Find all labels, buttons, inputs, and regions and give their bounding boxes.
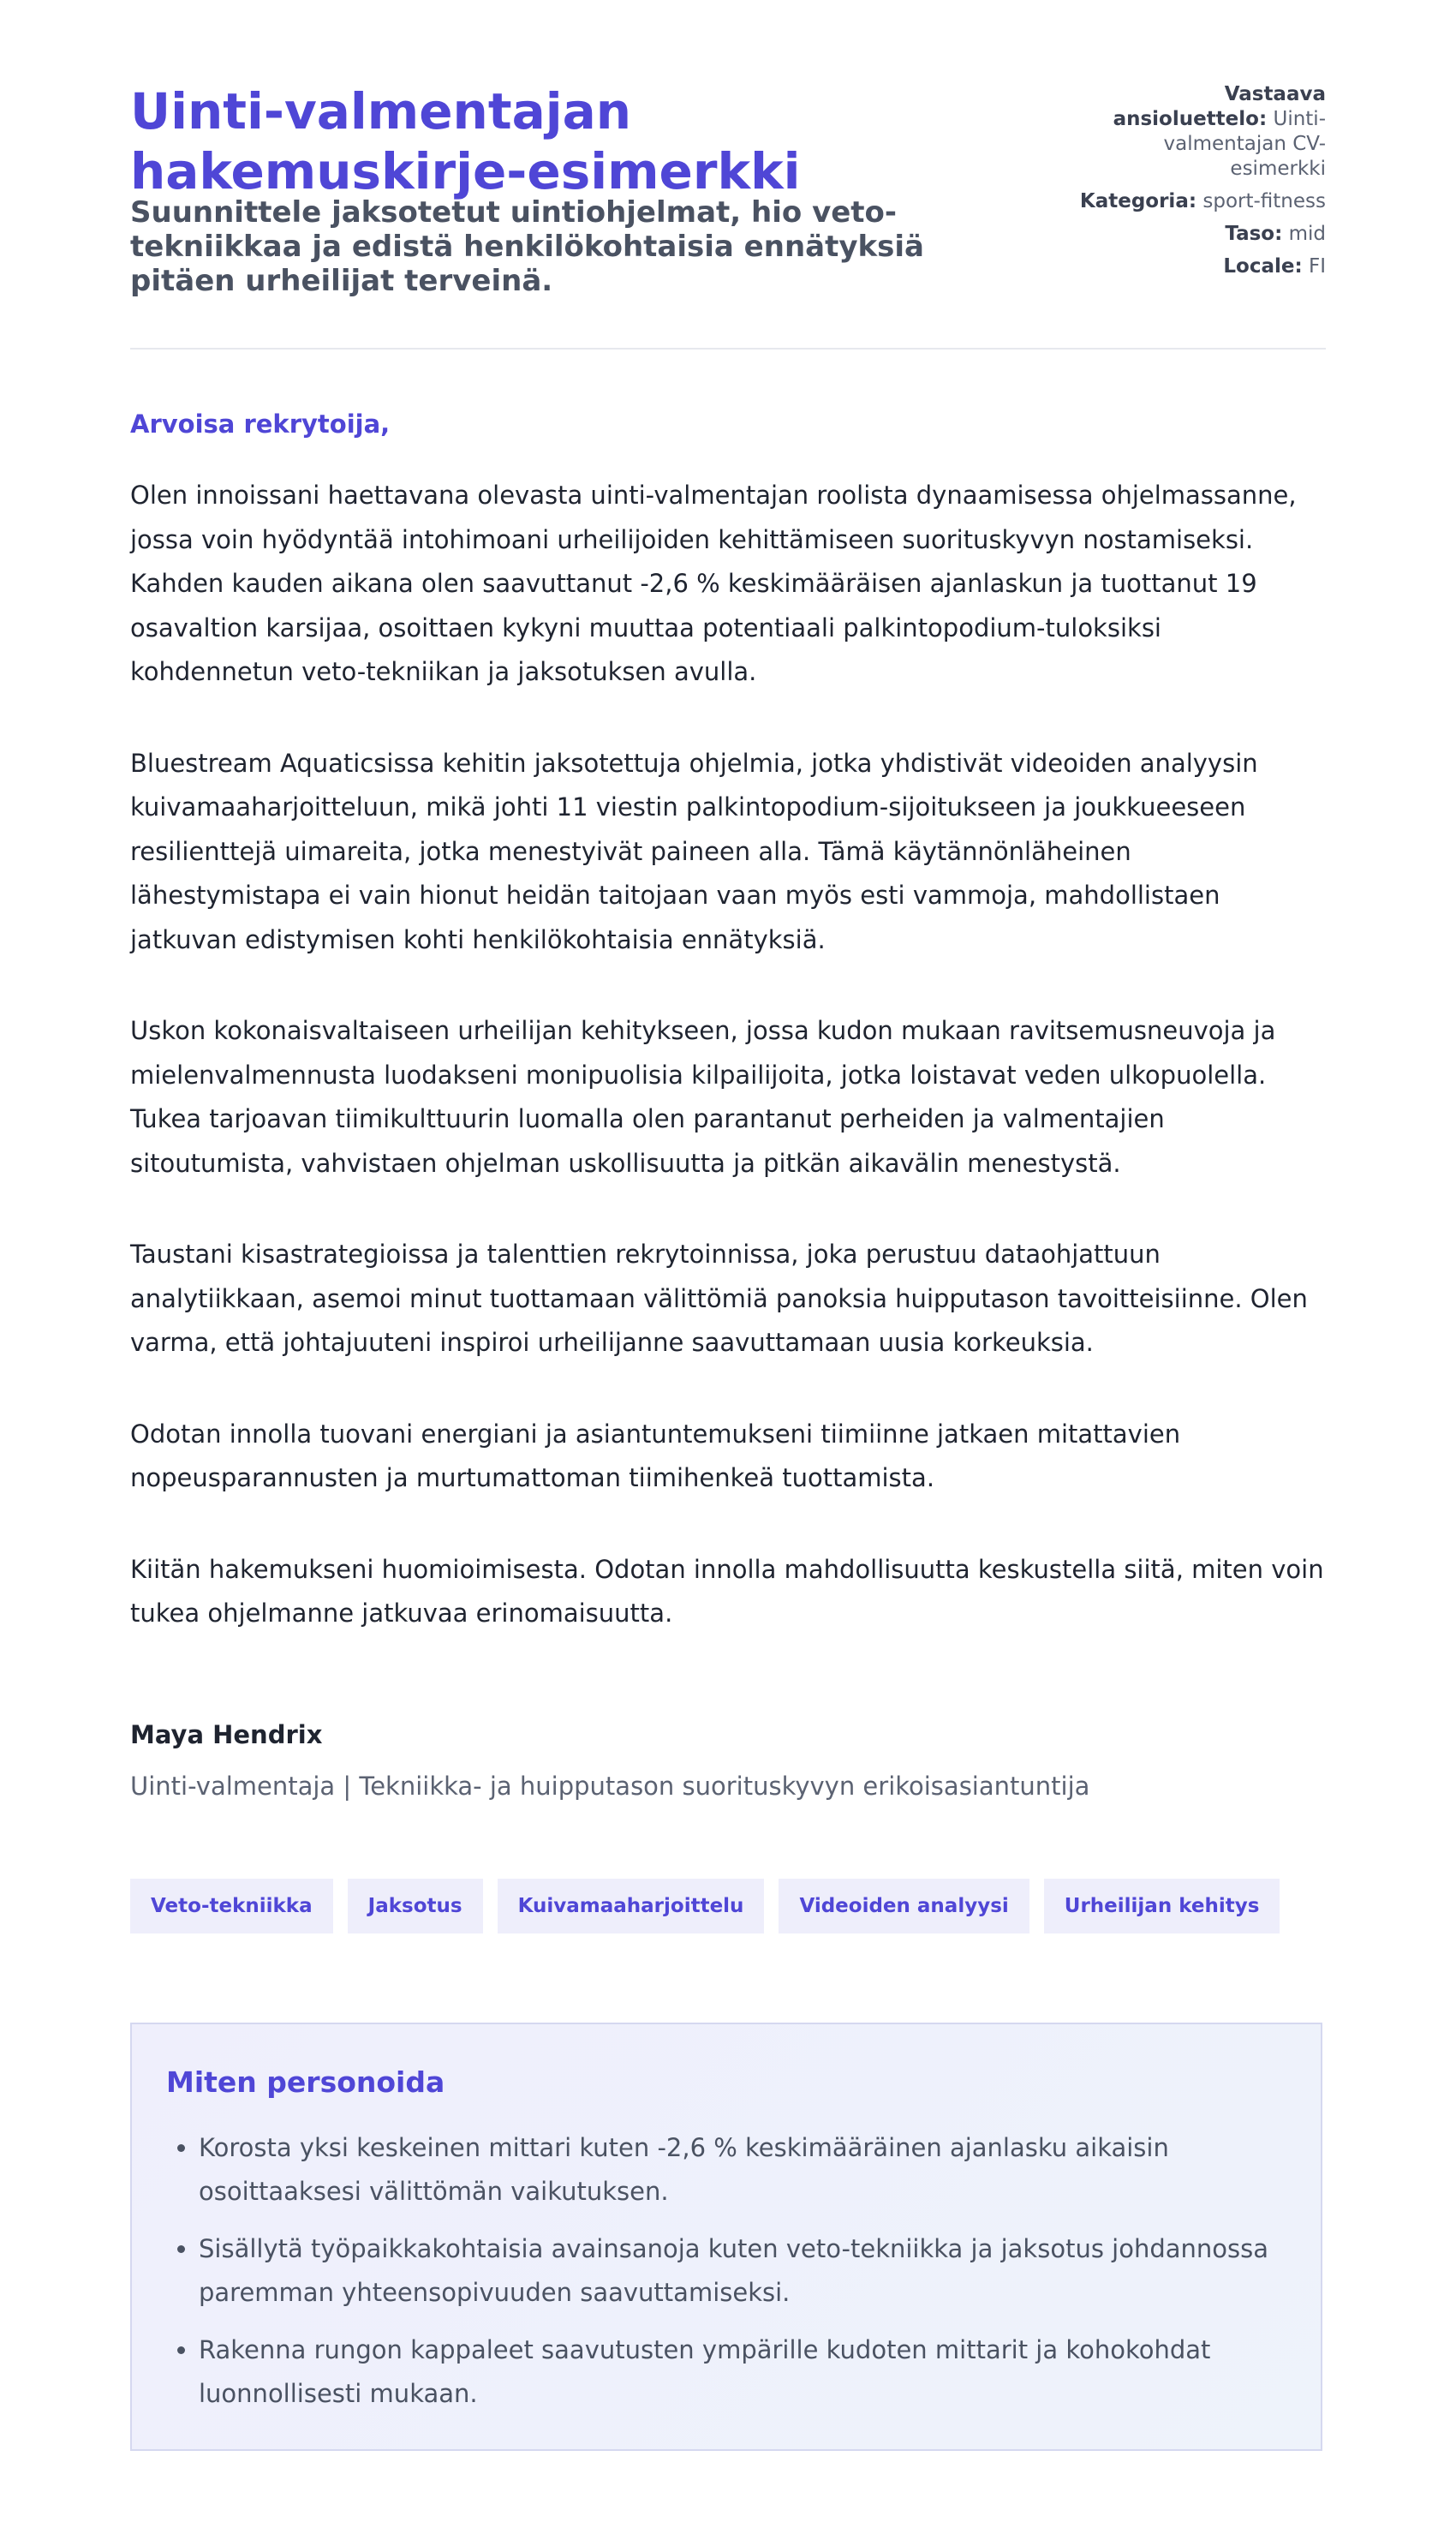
cover-letter-page [130,0,1326,2408]
tip-item: • Rakenna rungon kappaleet saavutusten ympärille kudoten mittarit ja kohokohdat luonnollisesti mukaan. [199,2328,1286,2416]
meta-level-label: Taso: [1225,223,1283,245]
meta-locale-value: FI [1308,255,1326,278]
meta-cv-label: Vastaava ansioluettelo: [1113,83,1326,130]
letter-body [130,474,1326,1683]
meta-level [1069,222,1326,247]
meta-locale-label: Locale: [1223,255,1303,278]
page-title: Uinti-valmentajan hakemuskirje-esimerkki [130,82,801,200]
letter-salutation: Arvoisa rekrytoija, [130,409,391,439]
personalization-tips-box [130,2023,1322,2451]
meta-panel [1069,82,1326,287]
signature-role: Uinti-valmentaja | Tekniikka- ja huipputason suorituskyvyn erikoisasiantuntija [130,1772,1090,1801]
skill-tags [130,1879,1280,1933]
tip-item: • Sisällytä työpaikkakohtaisia avainsanoja kuten veto-tekniikka ja jaksotus johdannossa paremman yhteensopivuuden saavuttamiseksi. [199,2227,1286,2315]
letter-paragraph: Taustani kisastrategioissa ja talenttien rekrytoinnissa, joka perustuu dataohjattuun analytiikkaan, asemoi minut tuottamaan välittömiä panoksia huipputason tavoitteisiinne. Olen varma, että johtajuuteni inspiroi urheilijanne saavuttamaan uusia korkeuksia. [130,1240,1308,1357]
skill-tag: Jaksotus [348,1879,483,1933]
meta-category [1069,189,1326,214]
letter-paragraph: Uskon kokonaisvaltaiseen urheilijan kehitykseen, jossa kudon mukaan ravitsemusneuvoja ja mielenvalmennusta luodakseni monipuolisia kilpailijoita, jotka loistavat veden ulkopuolella. Tukea tarjoavan tiimikulttuurin luomalla olen parantanut perheiden ja valmentajien sitoutumista, vahvistaen ohjelman uskollisuutta ja pitkän aikavälin menestystä. [130,1016,1276,1178]
letter-paragraph: Olen innoissani haettavana olevasta uinti-valmentajan roolista dynaamisessa ohjelmassanne, jossa voin hyödyntää intohimoani urheilijoiden kehittämiseen suorituskyvyn nostamiseksi. Kahden kauden aikana olen saavuttanut -2,6 % keskimääräisen ajanlaskun ja tuottanut 19 osavaltion karsijaa, osoittaen kykyni muuttaa potentiaali palkintopodium-tuloksiksi kohdennetun veto-tekniikan ja jaksotuksen avulla. [130,481,1297,686]
signature-name: Maya Hendrix [130,1720,323,1749]
tips-list [166,2126,1286,2416]
page-subtitle: Suunnittele jaksotetut uintiohjelmat, hio veto-tekniikkaa ja edistä henkilökohtaisia ennätyksiä pitäen urheilijat terveinä. [130,195,924,298]
meta-category-label: Kategoria: [1079,190,1197,212]
skill-tag: Urheilijan kehitys [1044,1879,1280,1933]
letter-paragraph: Bluestream Aquaticsissa kehitin jaksotettuja ohjelmia, jotka yhdistivät videoiden analyysin kuivamaaharjoitteluun, mikä johti 11 viestin palkintopodium-sijoitukseen ja joukkueeseen resilienttejä uimareita, jotka menestyivät paineen alla. Tämä käytännönläheinen lähestymistapa ei vain hionut heidän taitojaan vaan myös esti vammoja, mahdollistaen jatkuvan edistymisen kohti henkilökohtaisia ennätyksiä. [130,748,1258,954]
meta-related-cv [1069,82,1326,182]
skill-tag: Kuivamaaharjoittelu [498,1879,765,1933]
meta-locale [1069,254,1326,279]
meta-cv-link[interactable]: Uinti-valmentajan CV-esimerkki [1163,108,1326,180]
meta-level-value: mid [1288,223,1326,245]
skill-tag: Veto-tekniikka [130,1879,333,1933]
tip-item: • Korosta yksi keskeinen mittari kuten -2,6 % keskimääräinen ajanlasku aikaisin osoittaaksesi välittömän vaikutuksen. [199,2126,1286,2214]
tips-heading: Miten personoida [166,2065,445,2099]
letter-paragraph: Odotan innolla tuovani energiani ja asiantuntemukseni tiimiinne jatkaen mitattavien nopeusparannusten ja murtumattoman tiimihenkeä tuottamista. [130,1419,1181,1492]
meta-category-value: sport-fitness [1202,190,1326,212]
letter-paragraph: Kiitän hakemukseni huomioimisesta. Odotan innolla mahdollisuutta keskustella siitä, miten voin tukea ohjelmanne jatkuvaa erinomaisuutta. [130,1554,1324,1628]
skill-tag: Videoiden analyysi [779,1879,1029,1933]
page-header [130,0,1326,350]
